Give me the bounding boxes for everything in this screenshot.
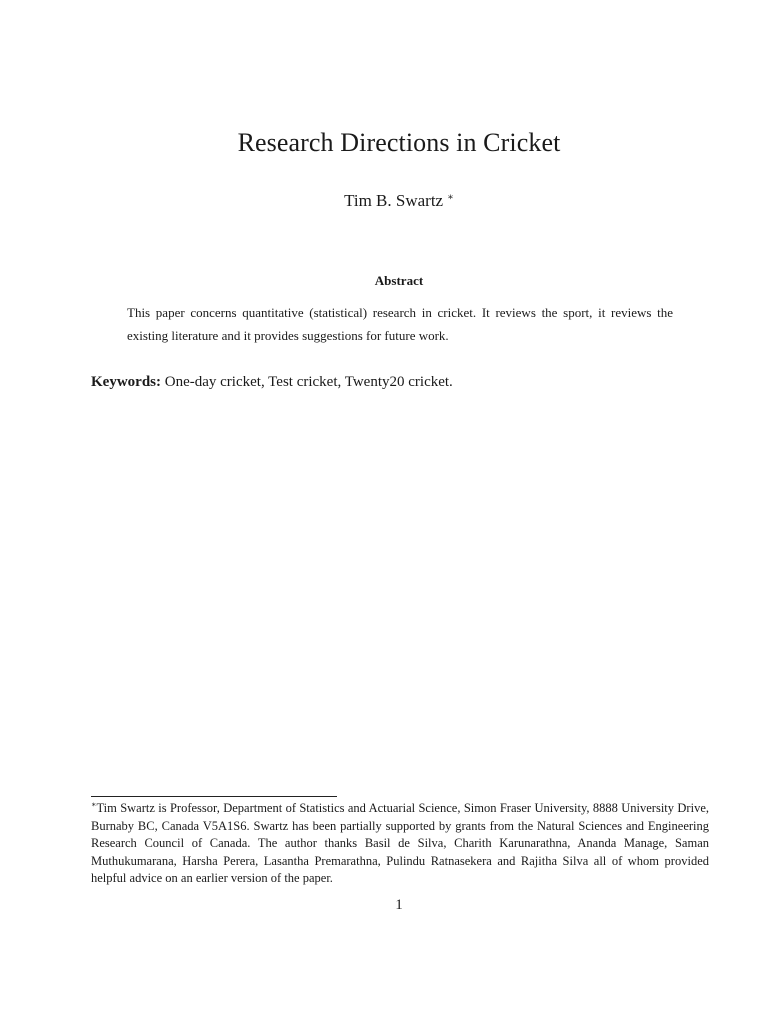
keywords-line — [91, 374, 711, 391]
keywords-text: One-day cricket, Test cricket, Twenty20 cricket. — [164, 374, 453, 390]
abstract-text: This paper concerns quantitative (statistical) research in cricket. It reviews the sport, it reviews the existing literature and it provides suggestions for future work. — [127, 305, 673, 343]
footnote-text: Tim Swartz is Professor, Department of Statistics and Actuarial Science, Simon Fraser University, 8888 University Drive, Burnaby BC, Canada V5A1S6. Swartz has been partially supported by grants from the Natural Sciences and Engineering Research Council of Canada. The author thanks Basil de Silva, Charith Karunarathna, Ananda Manage, Saman Muthukumarana, Harsha Perera, Lasantha Premarathna, Pulindu Ratnasekera and Rajitha Silva all of whom provided helpful advice on an earlier version of the paper. — [91, 801, 709, 885]
keywords-label: Keywords: — [91, 374, 161, 390]
footnote-mark: ∗ — [91, 800, 97, 809]
author-footnote-mark[interactable]: ∗ — [447, 192, 454, 203]
author-name: Tim B. Swartz — [344, 191, 444, 210]
paper-title: Research Directions in Cricket — [237, 128, 561, 157]
page-number: 1 — [395, 897, 403, 913]
abstract-heading: Abstract — [374, 273, 424, 288]
author-line — [0, 191, 768, 211]
footnote — [91, 796, 709, 888]
